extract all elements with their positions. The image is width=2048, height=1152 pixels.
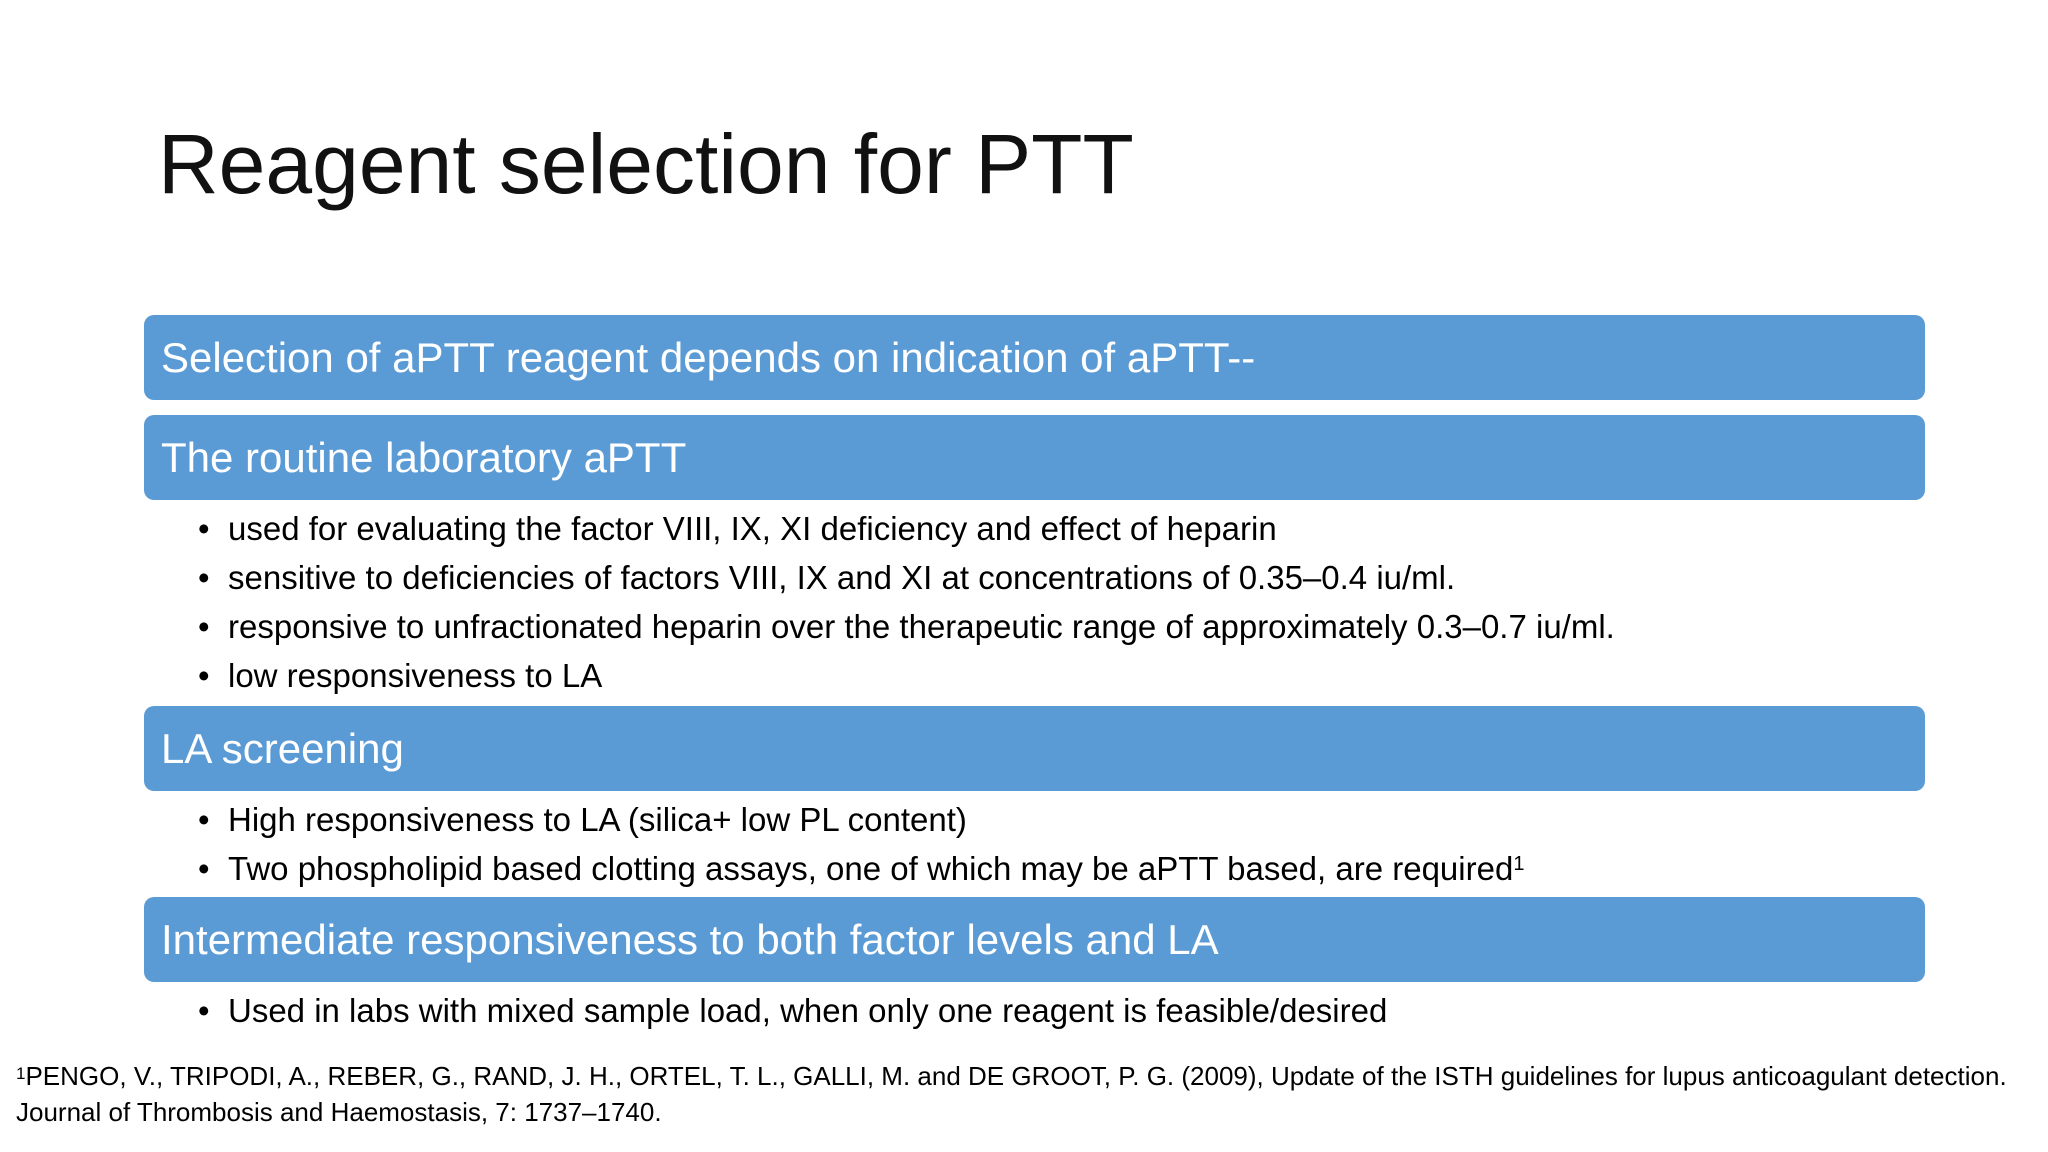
la-screening-bullet-list — [198, 795, 1524, 893]
routine-aptt-bullet-list — [198, 504, 1615, 700]
list-item — [198, 795, 1524, 844]
section-bar-routine-aptt: The routine laboratory aPTT — [144, 415, 1925, 500]
bullet-icon: • — [198, 559, 210, 596]
section-bar-intermediate: Intermediate responsiveness to both factor levels and LA — [144, 897, 1925, 982]
list-item — [198, 651, 1615, 700]
bullet-icon: • — [198, 510, 210, 547]
list-item-text: used for evaluating the factor VIII, IX, XI deficiency and effect of heparin — [228, 510, 1277, 547]
reference-text-1: PENGO, V., TRIPODI, A., REBER, G., RAND, J. H., ORTEL, T. L., GALLI, M. and DE GROOT, P. G. (2009), Update of the ISTH guidelines for lupus anticoagulant detection. — [25, 1061, 2007, 1091]
reference-line-2: Journal of Thrombosis and Haemostasis, 7: 1737–1740. — [16, 1097, 662, 1127]
list-item — [198, 844, 1524, 893]
reference-line-1 — [16, 1058, 2007, 1094]
list-item-text: Two phospholipid based clotting assays, one of which may be aPTT based, are required — [228, 850, 1514, 887]
list-item — [198, 986, 1387, 1035]
bullet-icon: • — [198, 992, 210, 1029]
list-item — [198, 504, 1615, 553]
list-item-text: responsive to unfractionated heparin over the therapeutic range of approximately 0.3–0.7 iu/ml. — [228, 608, 1615, 645]
list-item-text: low responsiveness to LA — [228, 657, 603, 694]
slide-title: Reagent selection for PTT — [158, 117, 1134, 211]
list-item — [198, 553, 1615, 602]
list-item-text: Used in labs with mixed sample load, when only one reagent is feasible/desired — [228, 992, 1388, 1029]
list-item-text: sensitive to deficiencies of factors VIII, IX and XI at concentrations of 0.35–0.4 iu/ml. — [228, 559, 1456, 596]
list-item — [198, 602, 1615, 651]
list-item-text: High responsiveness to LA (silica+ low PL content) — [228, 801, 967, 838]
footnote-marker: 1 — [1513, 853, 1525, 875]
reference-marker: 1 — [16, 1064, 26, 1083]
bullet-icon: • — [198, 850, 210, 887]
section-bar-indication: Selection of aPTT reagent depends on indication of aPTT-- — [144, 315, 1925, 400]
bullet-icon: • — [198, 801, 210, 838]
bullet-icon: • — [198, 657, 210, 694]
section-bar-la-screening: LA screening — [144, 706, 1925, 791]
intermediate-bullet-list — [198, 986, 1387, 1035]
reference-footnote — [16, 1058, 2007, 1130]
bullet-icon: • — [198, 608, 210, 645]
